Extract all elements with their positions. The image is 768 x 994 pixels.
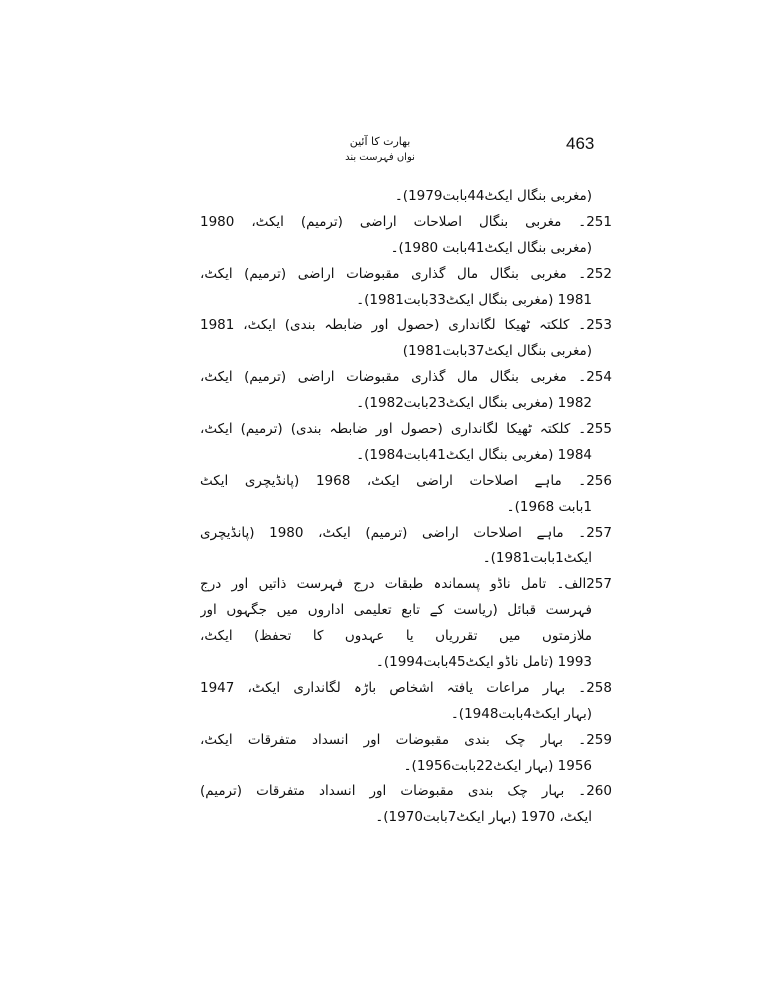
text-line: 260۔ بہار چک بندی مقبوضات اور انسداد متفرقات (ترمیم) (200, 783, 612, 800)
text-line: 1956 (بہار ایکٹ22بابت1956)۔ (403, 757, 592, 774)
text-line: ایکٹ1بابت1981)۔ (482, 550, 592, 567)
text-line: 257۔ ماہے اصلاحات اراضی (ترمیم) ایکٹ، 1980 (پانڈیچری (200, 524, 612, 541)
text-line: 252۔ مغربی بنگال مال گذاری مقبوضات اراضی (ترمیم) ایکٹ، (200, 265, 612, 282)
text-line: 1981 (مغربی بنگال ایکٹ33بابت1981)۔ (356, 291, 592, 308)
text-line: (مغربی بنگال ایکٹ37بابت1981) (402, 343, 592, 360)
text-line: 256۔ ماہے اصلاحات اراضی ایکٹ، 1968 (پانڈیچری ایکٹ (200, 472, 612, 489)
text-line: (مغربی بنگال ایکٹ44بابت1979)۔ (394, 188, 592, 204)
text-line: ملازمتوں میں تقرریاں یا عہدوں کا تحفظ) ایکٹ، (200, 628, 592, 645)
text-line: 257الف۔ تامل ناڈو پسماندہ طبقات درج فہرست ذاتیں اور درج (200, 576, 612, 593)
schedule-list (200, 184, 612, 831)
text-line: فہرست قبائل (ریاست کے تابع تعلیمی اداروں میں جگہوں اور (200, 602, 592, 619)
text-line: 1بابت 1968)۔ (506, 498, 592, 515)
text-line: (بہار ایکٹ4بابت1948)۔ (450, 705, 592, 722)
running-header (300, 134, 460, 165)
text-line: 254۔ مغربی بنگال مال گذاری مقبوضات اراضی (ترمیم) ایکٹ، (200, 369, 612, 386)
page-number: 463 (566, 134, 595, 153)
text-line: 1993 (تامل ناڈو ایکٹ45بابت1994)۔ (375, 654, 592, 671)
text-line: (مغربی بنگال ایکٹ41بابت 1980)۔ (390, 239, 592, 256)
text-line: 1982 (مغربی بنگال ایکٹ23بابت1982)۔ (356, 395, 592, 412)
text-line: ایکٹ، 1970 (بہار ایکٹ7بابت1970)۔ (375, 809, 592, 826)
text-line: 255۔ کلکتہ ٹھیکا لگانداری (حصول اور ضابطہ بندی) (ترمیم) ایکٹ، (200, 421, 612, 438)
text-line: 1984 (مغربی بنگال ایکٹ41بابت1984)۔ (356, 446, 592, 463)
header-title: بھارت کا آئین (349, 135, 411, 148)
text-line: 259۔ بہار چک بندی مقبوضات اور انسداد متفرقات ایکٹ، (200, 731, 612, 748)
text-line: 258۔ بہار مراعات یافتہ اشخاص باڑہ لگانداری ایکٹ، 1947 (200, 679, 612, 696)
text-line: 253۔ کلکتہ ٹھیکا لگانداری (حصول اور ضابطہ بندی) ایکٹ، 1981 (200, 317, 612, 334)
header-subtitle: نواں فہرست بند (345, 152, 415, 163)
text-line: 251۔ مغربی بنگال اصلاحات اراضی (ترمیم) ایکٹ، 1980 (200, 213, 612, 230)
